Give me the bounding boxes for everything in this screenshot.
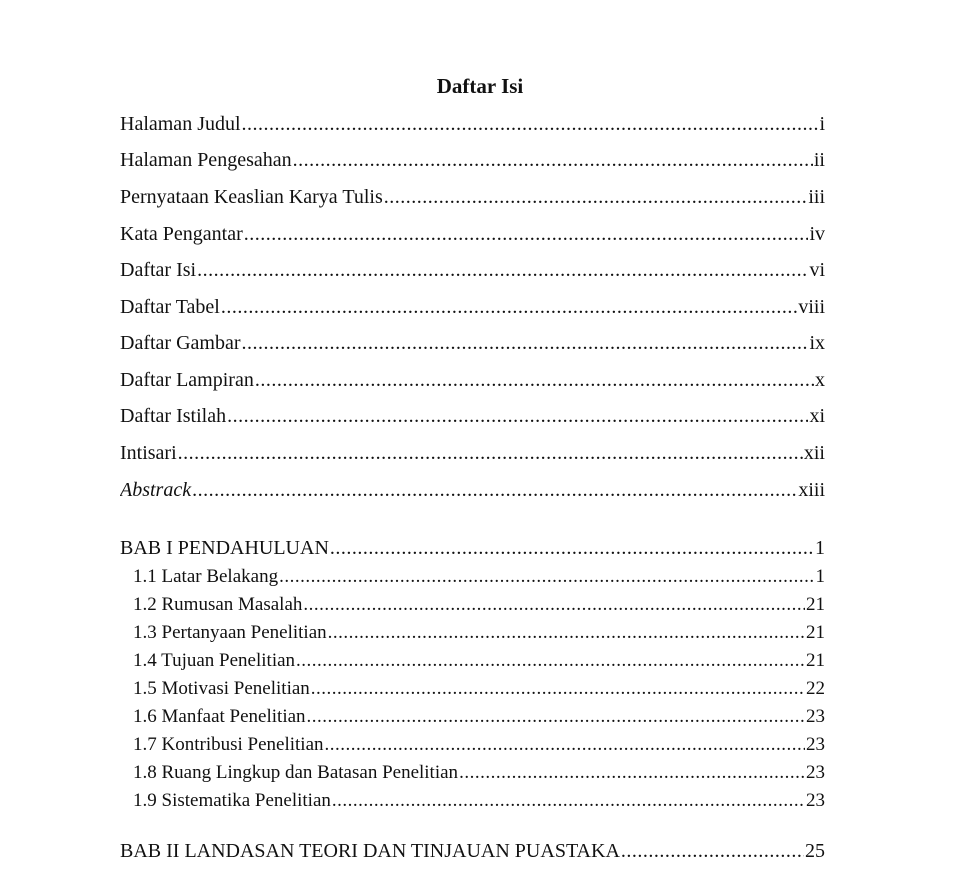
toc-entry-bab-2[interactable] <box>120 838 825 864</box>
toc-chapter-label: BAB I PENDAHULUAN <box>120 537 329 559</box>
toc-entry-bab-1[interactable] <box>120 535 825 561</box>
toc-entry-daftar-isi[interactable] <box>120 257 825 283</box>
toc-entry-label: Abstrack <box>120 479 192 501</box>
dot-leader <box>192 477 797 503</box>
toc-entry-section-1-5[interactable] <box>120 676 825 702</box>
dot-leader <box>328 620 805 646</box>
toc-page-number: viii <box>798 296 825 318</box>
toc-section-label: 1.6 Manfaat Penelitian <box>120 704 307 730</box>
toc-entry-intisari[interactable] <box>120 440 825 466</box>
toc-entry-label: Daftar Lampiran <box>120 369 254 391</box>
dot-leader <box>221 294 797 320</box>
toc-entry-label: Daftar Tabel <box>120 296 220 318</box>
dot-leader <box>296 648 805 674</box>
toc-entry-label: Halaman Pengesahan <box>120 149 292 171</box>
toc-page-number: 23 <box>805 704 825 730</box>
toc-section-label: 1.7 Kontribusi Penelitian <box>120 732 325 758</box>
toc-page-number: iii <box>808 186 825 208</box>
toc-entry-section-1-6[interactable] <box>120 704 825 730</box>
toc-entry-label: Kata Pengantar <box>120 223 243 245</box>
toc-section-label: 1.9 Sistematika Penelitian <box>120 788 332 814</box>
toc-entry-daftar-tabel[interactable] <box>120 294 825 320</box>
toc-entry-label: Intisari <box>120 442 177 464</box>
dot-leader <box>325 732 805 758</box>
toc-page-number: 23 <box>805 788 825 814</box>
toc-entry-kata-pengantar[interactable] <box>120 221 825 247</box>
page-title: Daftar Isi <box>436 74 524 98</box>
toc-page-number: 21 <box>805 592 825 618</box>
dot-leader <box>242 330 809 356</box>
toc-page-number: 22 <box>805 676 825 702</box>
toc-page-number: 21 <box>805 648 825 674</box>
toc-section-label: 1.4 Tujuan Penelitian <box>120 648 296 674</box>
toc-page-number: 1 <box>815 537 825 559</box>
toc-section-label: 1.8 Ruang Lingkup dan Batasan Penelitian <box>120 760 459 786</box>
dot-leader <box>311 676 805 702</box>
dot-leader <box>384 184 808 210</box>
dot-leader <box>621 838 804 864</box>
toc-entry-section-1-3[interactable] <box>120 620 825 646</box>
dot-leader <box>255 367 814 393</box>
toc-page-number: 21 <box>805 620 825 646</box>
dot-leader <box>242 111 819 137</box>
toc-entry-daftar-istilah[interactable] <box>120 403 825 429</box>
dot-leader <box>227 403 808 429</box>
toc-entry-halaman-judul[interactable] <box>120 111 825 137</box>
toc-section-label: 1.5 Motivasi Penelitian <box>120 676 311 702</box>
dot-leader <box>178 440 803 466</box>
toc-entry-section-1-2[interactable] <box>120 592 825 618</box>
toc-entry-pernyataan-keaslian[interactable] <box>120 184 825 210</box>
toc-entry-section-1-8[interactable] <box>120 760 825 786</box>
toc-page-number: 1 <box>815 564 826 590</box>
dot-leader <box>244 221 809 247</box>
toc-chapter-label: BAB II LANDASAN TEORI DAN TINJAUAN PUASTAKA <box>120 840 620 862</box>
toc-page-number: 23 <box>805 732 825 758</box>
toc-entry-section-1-1[interactable] <box>120 564 825 590</box>
dot-leader <box>279 564 814 590</box>
toc-entry-label: Daftar Gambar <box>120 332 241 354</box>
toc-entry-abstrack[interactable] <box>120 477 825 503</box>
toc-page-number: i <box>819 113 825 135</box>
toc-entry-daftar-lampiran[interactable] <box>120 367 825 393</box>
dot-leader <box>459 760 805 786</box>
toc-entry-section-1-7[interactable] <box>120 732 825 758</box>
toc-entry-section-1-9[interactable] <box>120 788 825 814</box>
toc-page-number: xiii <box>798 479 825 501</box>
dot-leader <box>330 535 814 561</box>
toc-entry-label: Daftar Istilah <box>120 405 227 427</box>
toc-page-number: iv <box>809 223 825 245</box>
toc-entry-halaman-pengesahan[interactable] <box>120 147 825 173</box>
toc-entry-label: Pernyataan Keaslian Karya Tulis <box>120 186 383 208</box>
toc-page-number: xii <box>803 442 825 464</box>
dot-leader <box>332 788 805 814</box>
dot-leader <box>293 147 813 173</box>
dot-leader <box>303 592 805 618</box>
toc-page-number: ix <box>809 332 825 354</box>
toc-entry-section-1-4[interactable] <box>120 648 825 674</box>
toc-entry-label: Halaman Judul <box>120 113 241 135</box>
toc-page-number: 23 <box>805 760 825 786</box>
toc-page-number: xi <box>809 405 825 427</box>
toc-section-label: 1.3 Pertanyaan Penelitian <box>120 620 328 646</box>
dot-leader <box>197 257 808 283</box>
toc-entry-label: Daftar Isi <box>120 259 197 281</box>
toc-entry-daftar-gambar[interactable] <box>120 330 825 356</box>
dot-leader <box>307 704 805 730</box>
toc-page-number: 25 <box>805 840 825 862</box>
toc-page-number: vi <box>809 259 825 281</box>
toc-page-number: ii <box>813 149 825 171</box>
toc-section-label: 1.1 Latar Belakang <box>120 564 279 590</box>
toc-page-number: x <box>815 369 825 391</box>
toc-section-label: 1.2 Rumusan Masalah <box>120 592 303 618</box>
